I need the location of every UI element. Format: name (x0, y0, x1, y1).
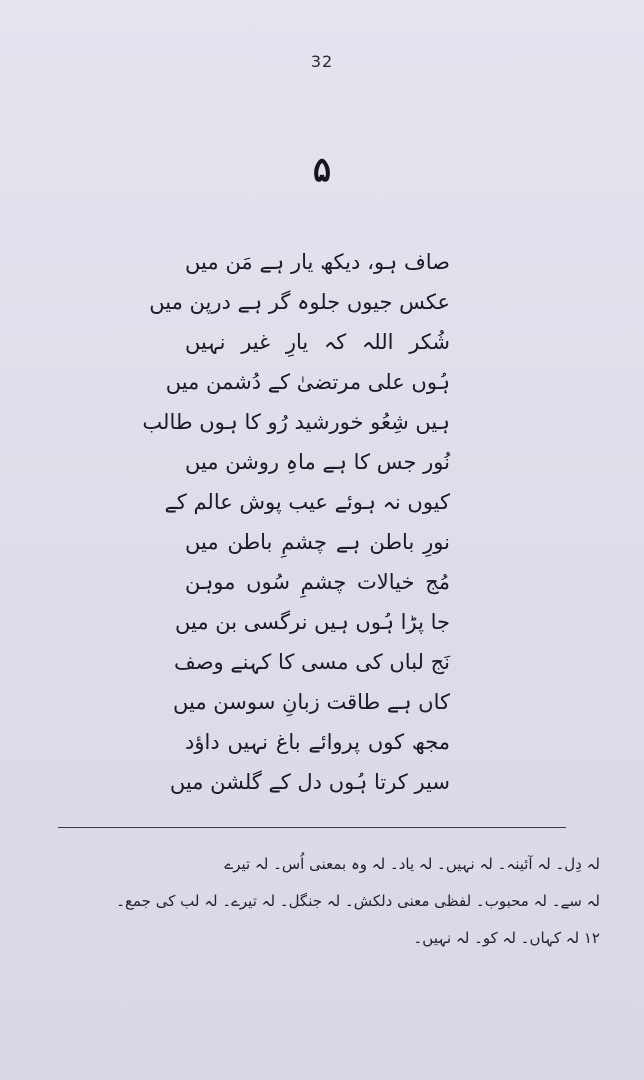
footnote-line: ۱۲ لہ کہاں۔ لہ کو۔ لہ نہیں۔ (413, 929, 600, 947)
verse-line: سیر کرتا ہُوں دل کے گلشن میں (169, 770, 450, 794)
verse-line: کاں ہے طاقت زبانِ سوسن میں (173, 690, 450, 714)
verse-line: مجھ کوں پروائے باغ نہیں داؤد (185, 730, 450, 754)
footnote-line: لہ دِل۔ لہ آئینہ۔ لہ نہیں۔ لہ یاد۔ لہ وہ بمعنی اُس۔ لہ تیرے (224, 855, 600, 873)
footnotes (40, 846, 600, 957)
footnote-line: لہ سے۔ لہ محبوب۔ لفظی معنی دلکش۔ لہ جنگل۔ لہ تیرے۔ لہ لب کی جمع۔ (116, 892, 600, 910)
verse-line: ہُوں علی مرتضیٰ کے دُشمن میں (165, 370, 450, 394)
verse-line: نُور جس کا ہے ماہِ روشن میں (184, 450, 450, 474)
verse-line: نورِ باطن ہے چشمِ باطن میں (185, 530, 450, 554)
poem (142, 242, 450, 802)
ghazal-number: ۵ (312, 150, 332, 190)
verse-line: نَج لباں کی مسی کا کہنے وصف (173, 650, 450, 674)
verse-line: جا پڑا ہُوں ہیں نرگسی بن میں (175, 610, 450, 634)
verse-line: عکس جیوں جلوہ گر ہے درپن میں (149, 290, 450, 314)
verse-line: ہیں شِعُو خورشید رُو کا ہوں طالب (142, 410, 450, 434)
verse-line: شُکر اللہ کہ یارِ غیر نہیں (185, 330, 450, 354)
verse-line: صاف ہو، دیکھ یار ہے مَن میں (185, 250, 450, 274)
footnote-divider (58, 827, 566, 828)
verse-line: مُج خیالات چشمِ سُوں موہن (185, 570, 450, 594)
page-number: 32 (310, 52, 334, 71)
verse-line: کیوں نہ ہوئے عیب پوش عالم کے (164, 490, 450, 514)
